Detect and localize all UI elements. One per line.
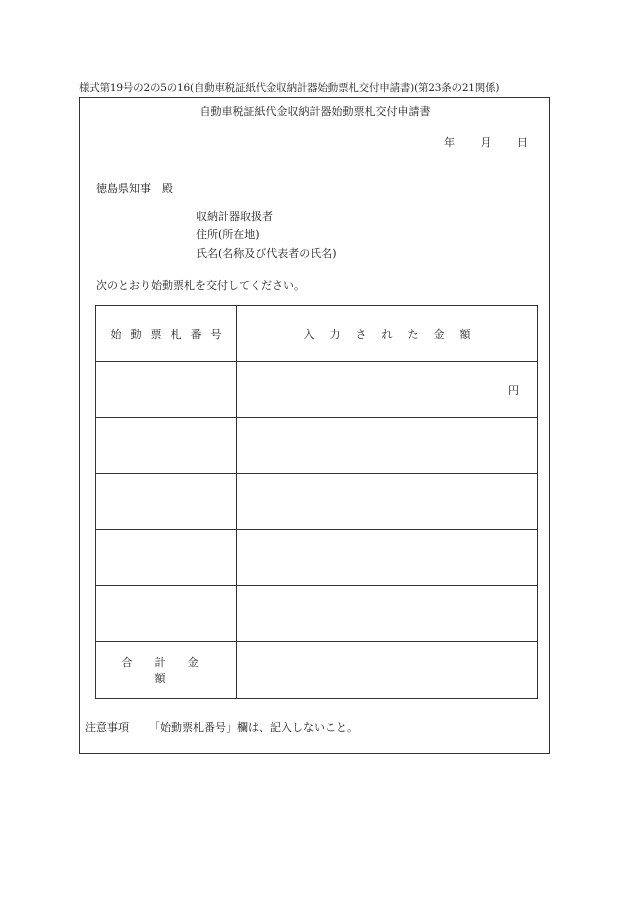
amount-cell [237,474,538,530]
table-row [96,418,538,474]
table-row [96,530,538,586]
applicant-address-label: 住所(所在地) [196,228,260,241]
table-row [96,362,538,418]
total-amount-cell [237,642,538,699]
total-row [96,642,538,699]
form-number-header: 様式第19号の2の5の16(自動車税証紙代金収納計器始動票札交付申請書)(第23条の21関係) [79,82,500,94]
applicant-name-label: 氏名(名称及び代表者の氏名) [196,247,337,260]
ticket-table [95,305,538,699]
document-title: 自動車税証紙代金収納計器始動票札交付申請書 [199,105,431,118]
ticket-number-cell [96,586,237,642]
amount-cell [237,530,538,586]
amount-cell [237,362,538,418]
ticket-number-cell [96,418,237,474]
table-header-row [96,306,538,362]
ticket-number-cell [96,362,237,418]
note-text: 「始動票札番号」欄は、記入しないこと。 [149,721,358,734]
amount-header: 入力された金額 [237,306,538,362]
table-row [96,474,538,530]
amount-cell [237,586,538,642]
date-line: 年 月 日 [444,136,528,149]
applicant-role: 収納計器取扱者 [196,210,273,223]
ticket-number-cell [96,474,237,530]
instruction-text: 次のとおり始動票札を交付してください。 [96,279,305,292]
total-label: 合計金額 [96,642,237,699]
yen-unit: 円 [508,383,519,397]
addressee: 徳島県知事 殿 [96,182,173,195]
ticket-number-cell [96,530,237,586]
amount-cell [237,418,538,474]
note-label: 注意事項 [85,721,129,734]
note [85,722,358,733]
table-row [96,586,538,642]
ticket-number-header: 始動票札番号 [96,306,237,362]
